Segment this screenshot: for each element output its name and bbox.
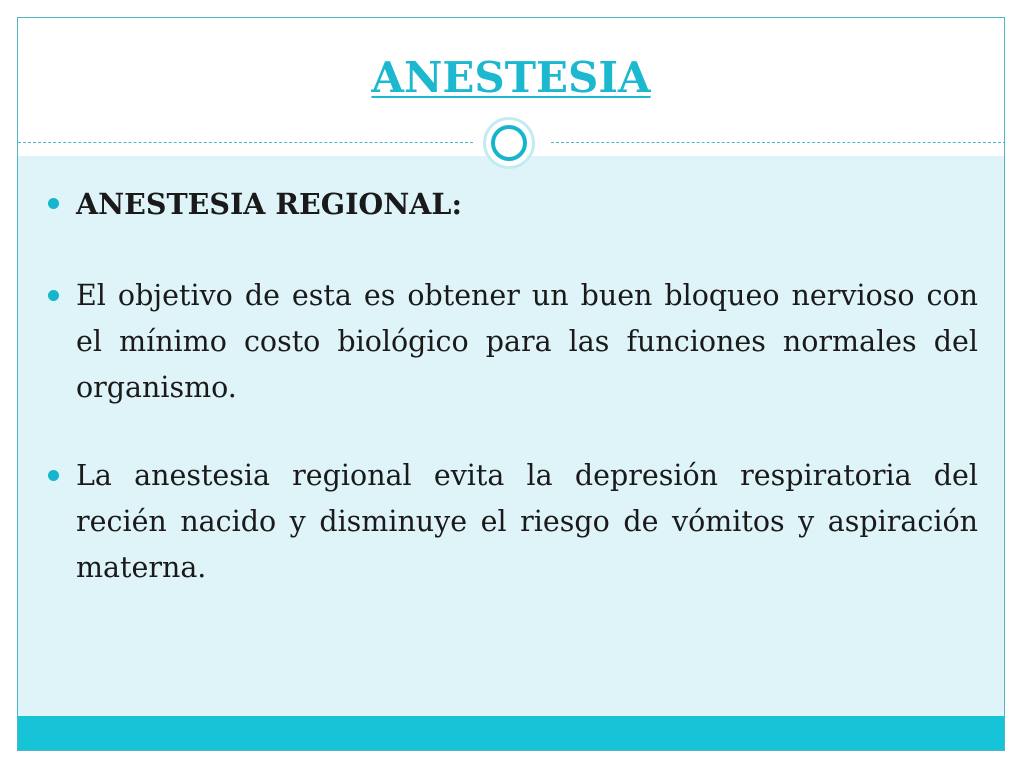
divider-line-right bbox=[551, 142, 1005, 143]
bullet-dot-icon bbox=[48, 290, 59, 301]
bullet-dot-icon bbox=[48, 470, 59, 481]
slide bbox=[17, 17, 1005, 751]
bullet-item bbox=[48, 273, 978, 411]
circle-ring bbox=[491, 125, 527, 161]
circle-ornament-icon bbox=[483, 117, 535, 169]
bullet-text: La anestesia regional evita la depresión respiratoria del recién nacido y disminuye el riesgo de vómitos y aspiración materna. bbox=[76, 459, 978, 584]
bullet-list bbox=[48, 181, 978, 633]
slide-title: ANESTESIA bbox=[371, 53, 651, 102]
bullet-text: El objetivo de esta es obtener un buen bloqueo nervioso con el mínimo costo biológico para las funciones normales del organismo. bbox=[76, 279, 978, 404]
bottom-bar bbox=[18, 716, 1004, 751]
bullet-dot-icon bbox=[48, 198, 59, 209]
divider-line-left bbox=[18, 142, 473, 143]
bullet-text: ANESTESIA REGIONAL: bbox=[76, 187, 462, 221]
bullet-item bbox=[48, 453, 978, 591]
bullet-item-heading bbox=[48, 181, 978, 227]
